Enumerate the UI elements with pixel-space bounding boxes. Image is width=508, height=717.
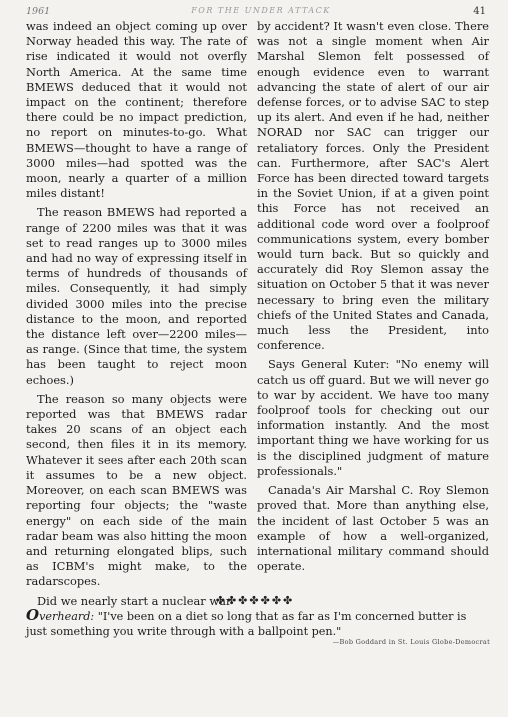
drop-initial: O — [26, 606, 40, 624]
paragraph: Canada's Air Marshal C. Roy Slemon proved that. More than anything else, the incident of last October 5 was an example of how a well-organized, international military command should operate. — [257, 483, 489, 574]
left-column — [26, 19, 247, 609]
filler-text: "I've been on a diet so long that as far as I'm concerned butter is just something you write through with a ballpoint pen." — [26, 610, 467, 638]
header-year: 1961 — [26, 6, 51, 17]
section-ornament: ✤✤✤✤✤✤✤ — [215, 594, 295, 607]
overheard-filler — [26, 608, 486, 639]
paragraph: Did we nearly start a nuclear war — [37, 593, 232, 608]
running-header — [26, 6, 486, 20]
filler-label: verheard: — [39, 610, 95, 623]
paragraph: by accident? It wasn't even close. There was not a single moment when Air Marshal Slemon felt possessed of enough evidence even to warrant advancing the state of alert of our air defense forces, or to advise SAC to step up its alert. And even if he had, neither NORAD nor SAC can trigger our retaliatory forces. Only the President can. Furthermore, after SAC's Alert Force has been directed toward targets in the Soviet Union, if at a given point this Force has not received an additional code word over a foolproof communications system, every bomber would turn back. But so quickly and accurately did Roy Slemon assay the situation on October 5 that it was never necessary to bring even the military chiefs of the United States and Canada, much less the President, into conference. — [257, 19, 489, 353]
running-head-title: FOR THE UNDER ATTACK — [191, 6, 331, 15]
paragraph: Says General Kuter: "No enemy will catch us off guard. But we will never go to war by accident. We have too many foolproof tools for checking out our information instantly. And the most important thing we have working for us is the disciplined judgment of mature professionals." — [257, 357, 489, 478]
right-column — [257, 19, 489, 574]
paragraph: The reason so many objects were reported was that BMEWS radar takes 20 scans of an object each second, then files it in its memory. Whatever it sees after each 20th scan it assumes to be a new object. Moreover, on each scan BMEWS was reporting four objects; the "waste energy" on each side of the main radar beam was also hitting the moon and returning elongated blips, such as ICBM's might make, to the radarscopes. — [26, 391, 247, 589]
paragraph: was indeed an object coming up over Norway headed this way. The rate of rise indicated it would not overfly North America. At the same time BMEWS deduced that it would not impact on the continent; therefore there could be no impact prediction, no report on minutes-to-go. What BMEWS—thought to have a range of 3000 miles—had spotted was the moon, nearly a quarter of a million miles distant! — [26, 19, 247, 201]
filler-credit: —Bob Goddard in St. Louis Globe-Democrat — [332, 638, 490, 646]
page-number: 41 — [473, 6, 486, 17]
paragraph: The reason BMEWS had reported a range of 2200 miles was that it was set to read ranges up to 3000 miles and had no way of expressing itself in terms of hundreds of thousands of miles. Consequently, it had simply divided 3000 miles into the precise distance to the moon, and reported the distance left over—2200 miles—as range. (Since that time, the system has been taught to reject moon echoes.) — [26, 205, 247, 387]
